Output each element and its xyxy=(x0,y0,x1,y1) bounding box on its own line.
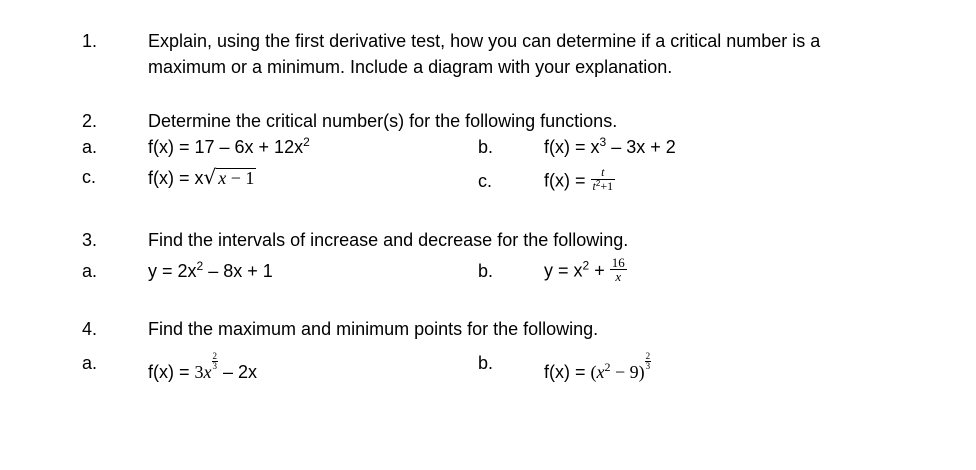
q2c-prefix: f(x) = x xyxy=(148,168,204,188)
q3b-denominator: x xyxy=(610,269,627,283)
q2d-expression xyxy=(544,165,615,195)
q4a-exp-den: 3 xyxy=(212,361,218,371)
q3b-prefix: y = x xyxy=(544,260,583,281)
q4b-expression xyxy=(544,352,651,383)
q2c-radicand-rest: − 1 xyxy=(226,168,255,188)
q3a-prefix: y = 2x xyxy=(148,261,197,281)
q2d-numerator: t xyxy=(601,165,605,179)
q2a-prefix: f(x) = 17 – 6x + 12x xyxy=(148,137,304,157)
q2d-label: c. xyxy=(478,171,493,191)
q4a-exp-num: 2 xyxy=(212,351,218,361)
q3b-expression xyxy=(544,255,627,285)
q4a-expression xyxy=(148,352,257,383)
q2a-label: a. xyxy=(82,137,98,157)
q4b-exponent-fraction xyxy=(645,352,652,371)
q2a-exponent: 2 xyxy=(303,135,310,149)
q2b-label: b. xyxy=(478,137,494,157)
q3b-plus: + xyxy=(589,260,610,281)
q3b-numerator: 16 xyxy=(611,255,625,270)
q3-instruction: Find the intervals of increase and decrease for the following. xyxy=(148,230,629,250)
q4b-prefix: f(x) = xyxy=(544,362,591,382)
q2b-prefix: f(x) = x xyxy=(544,137,600,157)
q3a-label: a. xyxy=(82,261,98,281)
q2d-den-rest: +1 xyxy=(600,179,614,193)
q2d-den-var: t xyxy=(592,179,596,193)
q4a-prefix: f(x) = xyxy=(148,362,195,382)
q4-number: 4. xyxy=(82,319,98,339)
q2-number: 2. xyxy=(82,111,98,131)
q4a-label: a. xyxy=(82,353,98,373)
q4b-exp-den: 3 xyxy=(645,361,651,371)
q3-number: 3. xyxy=(82,230,98,250)
q4b-rest: − 9) xyxy=(610,362,645,382)
q2b-exponent: 3 xyxy=(599,135,607,149)
q2b-expression xyxy=(544,136,676,158)
sqrt-symbol: √ x − 1 xyxy=(203,165,255,189)
q2b-suffix: – 3x + 2 xyxy=(606,137,676,157)
q3a-exponent: 2 xyxy=(196,259,204,273)
q4b-label: b. xyxy=(478,353,494,373)
q1-number: 1. xyxy=(82,31,98,51)
q4b-open-paren: ( xyxy=(590,362,597,382)
q4a-suffix: – 2x xyxy=(218,362,258,382)
q2c-expression xyxy=(148,166,256,189)
q3b-label: b. xyxy=(478,261,494,281)
q4b-variable: x xyxy=(596,362,605,382)
q4b-exp-num: 2 xyxy=(645,351,651,361)
q3b-fraction xyxy=(610,256,627,283)
q2d-den-exp: 2 xyxy=(595,179,601,188)
q3a-suffix: – 8x + 1 xyxy=(203,261,273,281)
q2a-expression xyxy=(148,136,310,158)
q1-text-line2: maximum or a minimum. Include a diagram with your explanation. xyxy=(148,57,673,77)
q2d-denominator xyxy=(591,179,616,193)
q4-instruction: Find the maximum and minimum points for the following. xyxy=(148,319,599,339)
q1-text-line1: Explain, using the first derivative test, how you can determine if a critical number is a xyxy=(148,31,821,51)
q2d-fraction xyxy=(591,166,616,193)
q3a-expression xyxy=(148,260,273,282)
q2c-label: c. xyxy=(82,167,97,187)
q2c-radicand-var: x xyxy=(218,168,227,188)
q4a-coefficient: 3 xyxy=(194,362,204,382)
q3b-exponent: 2 xyxy=(582,258,590,273)
q2d-prefix: f(x) = xyxy=(544,170,591,191)
q4a-variable: x xyxy=(203,362,212,382)
q4b-square: 2 xyxy=(604,360,611,374)
q2-instruction: Determine the critical number(s) for the following functions. xyxy=(148,111,618,131)
